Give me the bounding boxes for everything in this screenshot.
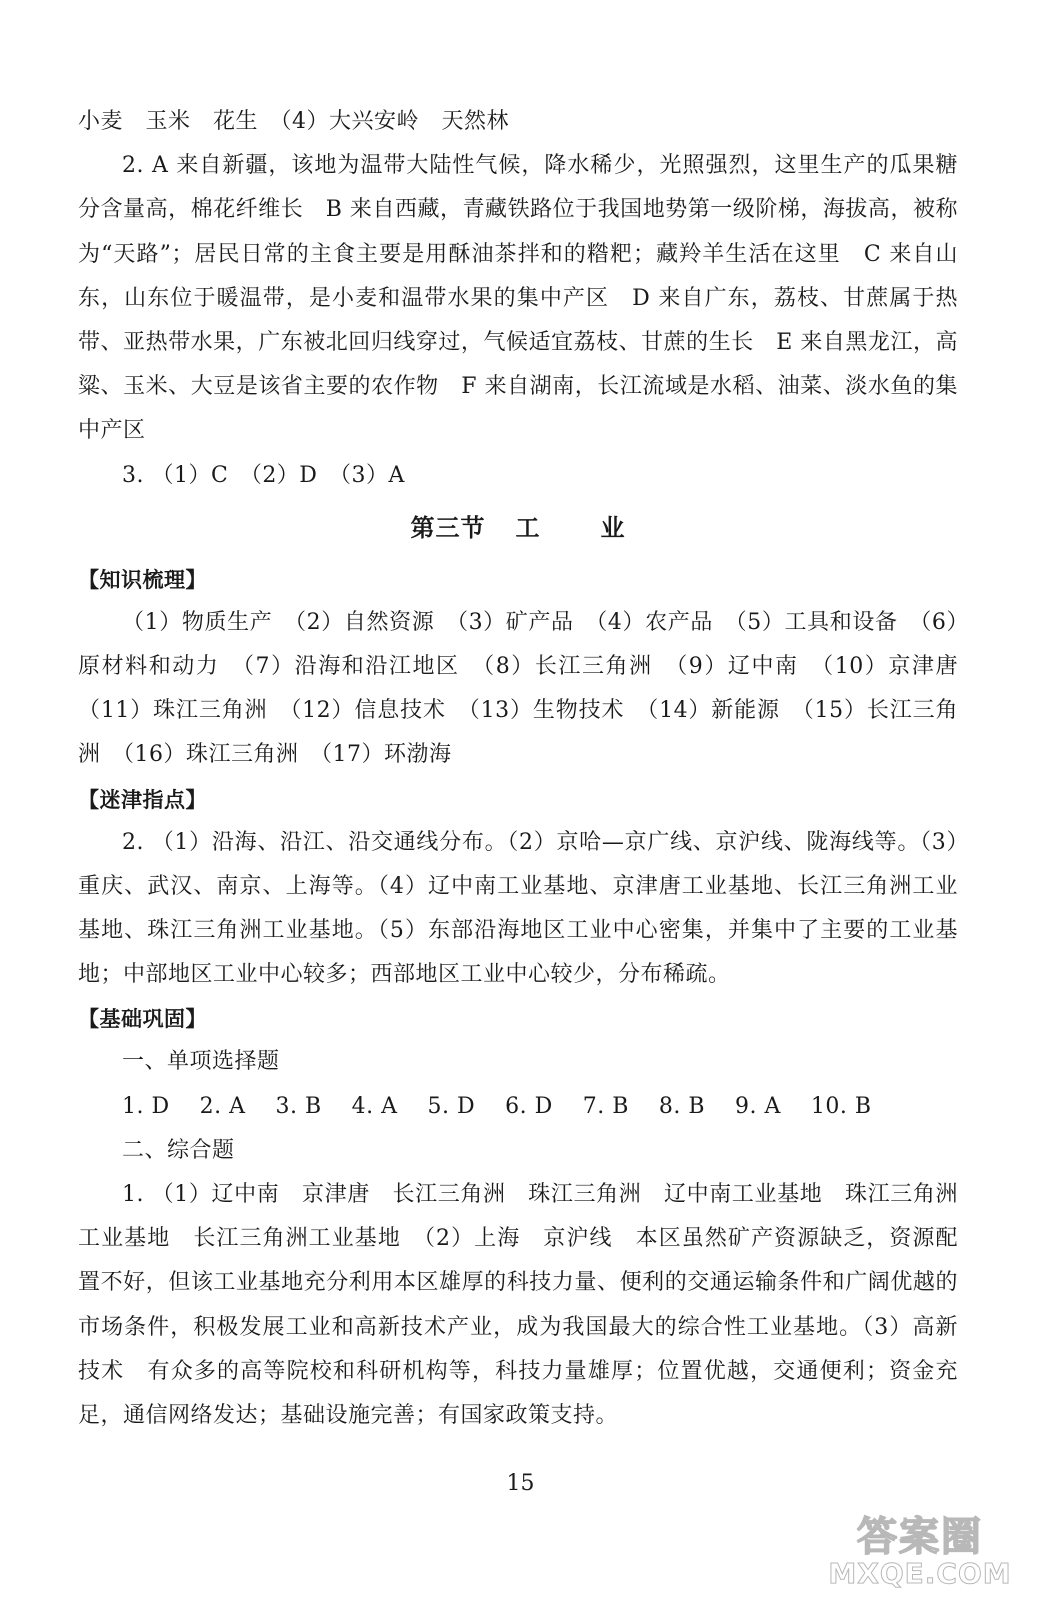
watermark-logo-en: MXQE.COM xyxy=(828,1557,1012,1590)
basics-heading: 【基础巩固】 xyxy=(78,1006,207,1032)
tips-heading: 【迷津指点】 xyxy=(78,786,207,812)
section-title-word-2: 业 xyxy=(600,512,626,542)
single-choice-answers: 1. D 2. A 3. B 4. A 5. D 6. D 7. B 8. B 9. A 10. B xyxy=(122,1093,872,1119)
watermark-logo xyxy=(810,1505,1030,1595)
page-number: 15 xyxy=(506,1471,535,1496)
comprehensive-question-1: 1. （1）辽中南 京津唐 长江三角洲 珠江三角洲 辽中南工业基地 珠江三角洲工业基地 长江三角洲工业基地 （2）上海 京沪线 本区虽然矿产资源缺乏，资源配置不好，但该工业基地充分利用本区雄厚的科技力量、便利的交通运输条件和广阔优越的市场条件，积极发展工业和高新技术产业，成为我国最大的综合性工业基地。（3）高新技术 有众多的高等院校和科研机构等，科技力量雄厚；位置优越，交通便利；资金充足，通信网络发达；基础设施完善；有国家政策支持。 xyxy=(78,1182,958,1429)
section-title-word-1: 工 xyxy=(515,512,541,542)
single-choice-title: 一、单项选择题 xyxy=(122,1049,280,1075)
section-title xyxy=(78,498,958,558)
knowledge-answers: （1）物质生产 （2）自然资源 （3）矿产品 （4）农产品 （5）工具和设备 （6）原材料和动力 （7）沿海和沿江地区 （8）长江三角洲 （9）辽中南 （10）京津唐 （11）珠江三角洲 （12）信息技术 （13）生物技术 （14）新能源 （15）长江三角洲 （16）珠江三角洲 （17）环渤海 xyxy=(78,609,981,768)
answer-question-2: 2. A 来自新疆，该地为温带大陆性气候，降水稀少，光照强烈，这里生产的瓜果糖分含量高，棉花纤维长 B 来自西藏，青藏铁路位于我国地势第一级阶梯，海拔高，被称为“天路”；居民日常的主食主要是用酥油茶拌和的糌粑；藏羚羊生活在这里 C 来自山东，山东位于暖温带，是小麦和温带水果的集中产区 D 来自广东，荔枝、甘蔗属于热带、亚热带水果，广东被北回归线穿过，气候适宜荔枝、甘蔗的生长 E 来自黑龙江，高粱、玉米、大豆是该省主要的农作物 F 来自湖南，长江流域是水稻、油菜、淡水鱼的集中产区 xyxy=(78,153,958,444)
section-title-number: 第三节 xyxy=(410,512,486,542)
tips-answers: 2. （1）沿海、沿江、沿交通线分布。（2）京哈—京广线、京沪线、陇海线等。（3）重庆、武汉、南京、上海等。（4）辽中南工业基地、京津唐工业基地、长江三角洲工业基地、珠江三角洲工业基地。（5）东部沿海地区工业中心密集，并集中了主要的工业基地；中部地区工业中心较多；西部地区工业中心较少，分布稀疏。 xyxy=(78,829,958,988)
watermark-logo-cn: 答案圈 xyxy=(857,1514,983,1560)
answer-question-3: 3. （1）C （2）D （3）A xyxy=(122,462,405,488)
knowledge-heading: 【知识梳理】 xyxy=(78,566,207,592)
comprehensive-title: 二、综合题 xyxy=(122,1137,235,1163)
page-content xyxy=(78,100,981,1438)
answer-line-crops: 小麦 玉米 花生 （4）大兴安岭 天然林 xyxy=(78,109,509,134)
